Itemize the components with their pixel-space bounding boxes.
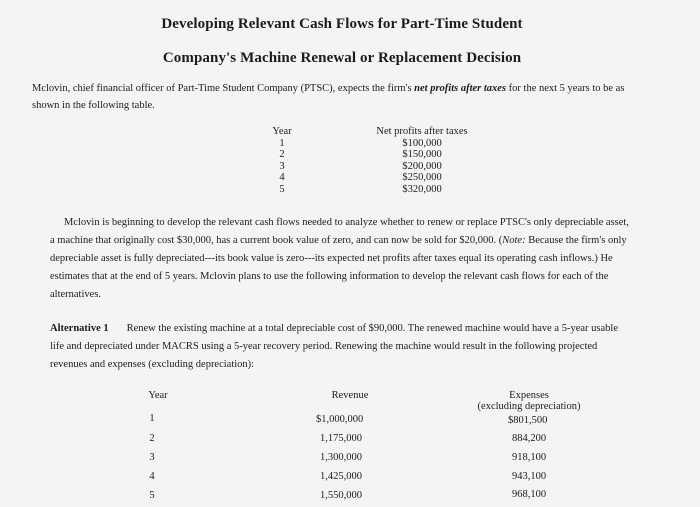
profit-table-value: $250,000	[402, 172, 442, 183]
projection-revenue: 1,550,000	[320, 490, 362, 501]
profit-table-year-column	[268, 126, 296, 195]
alternative-1-heading: Alternative 1	[50, 323, 109, 334]
intro-text-2: for the next 5 years to be as shown in the following table.	[32, 83, 625, 111]
profit-table-year: 1	[279, 137, 285, 149]
profit-table-year: 5	[279, 183, 285, 195]
intro-paragraph	[32, 80, 652, 114]
profit-table-profit-header: Net profits after taxes	[376, 126, 468, 137]
profit-table-value: $320,000	[402, 183, 442, 195]
page-subtitle: Company's Machine Renewal or Replacement Decision	[162, 50, 522, 66]
projection-expenses-header	[474, 390, 584, 412]
projection-expense: 918,100	[512, 452, 547, 463]
profit-table-value: $200,000	[402, 160, 442, 172]
projection-revenue: 1,425,000	[320, 471, 362, 482]
context-text-1: Mclovin is beginning to develop the relevant cash flows needed to analyze whether to renew or replace PTSC's only depreciable asset, a machine that originally cost $30,000, has a current book value of zero, and can now be sold for $20,000. (	[50, 217, 629, 246]
projection-expenses-header-line1: Expenses	[509, 390, 549, 401]
page-title: Developing Relevant Cash Flows for Part-Time Student	[161, 16, 523, 32]
alternative-1-text: Renew the existing machine at a total depreciable cost of $90,000. The renewed machine would have a 5-year usable life and depreciated under MACRS using a 5-year recovery period. Renewing the machine would result in the following projected revenues and expenses (excluding depreciation):	[50, 323, 618, 370]
projection-revenue-header: Revenue	[331, 390, 369, 401]
intro-emphasis: net profits after taxes	[414, 83, 507, 94]
projection-revenue: $1,000,000	[316, 414, 364, 425]
projection-year: 5	[149, 490, 155, 501]
context-text-2: Because the firm's only depreciable asset is fully depreciated---its book value is zero---its expected net profits after taxes equal its operating cash inflows.) He estimates that at the end of 5 years. Mclovin plans to use the following information to develop the relevant cash flows for each of the alternatives.	[50, 235, 627, 300]
projection-revenue: 1,175,000	[320, 433, 362, 444]
profit-table-profit-column	[367, 126, 477, 195]
projection-year-header: Year	[148, 390, 168, 401]
context-note: Note:	[502, 235, 526, 246]
profit-table-value: $150,000	[402, 149, 442, 160]
projection-year: 3	[149, 452, 155, 463]
profit-table-value: $100,000	[402, 137, 442, 149]
profit-table-year: 2	[279, 149, 285, 160]
intro-text-1: Mclovin, chief financial officer of Part-Time Student Company (PTSC), expects the firm's	[32, 83, 415, 94]
projection-expense: 968,100	[512, 489, 547, 500]
alternative-1-paragraph	[50, 320, 630, 374]
projection-year: 2	[149, 433, 155, 444]
projection-expense: 884,200	[512, 433, 547, 444]
projection-year: 1	[149, 413, 155, 424]
profit-table-year: 4	[279, 172, 285, 183]
projection-revenue: 1,300,000	[320, 452, 362, 463]
context-paragraph	[50, 214, 630, 304]
projection-expense: 943,100	[512, 471, 547, 482]
projection-year: 4	[149, 471, 155, 482]
projection-expenses-header-line2: (excluding depreciation)	[477, 401, 581, 412]
projection-expense: $801,500	[508, 415, 548, 426]
profit-table-year-header: Year	[272, 126, 292, 137]
profit-table-year: 3	[279, 160, 285, 172]
